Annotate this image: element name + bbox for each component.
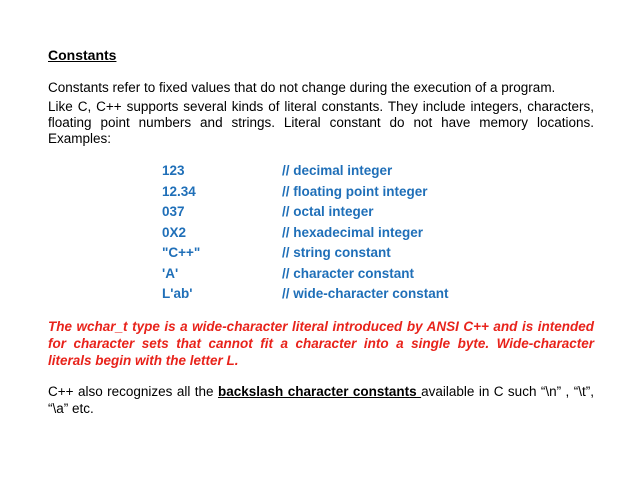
example-comment: // octal integer xyxy=(282,204,374,219)
backslash-paragraph xyxy=(48,383,594,417)
example-row xyxy=(162,202,594,223)
example-comment: // wide-character constant xyxy=(282,286,449,301)
example-value: 123 xyxy=(162,163,185,178)
example-value: "C++" xyxy=(162,245,201,260)
example-row xyxy=(162,243,594,264)
wchar-note: The wchar_t type is a wide-character literal introduced by ANSI C++ and is intended for character sets that cannot fit a character into a single byte. Wide-character literals begin with the letter L. xyxy=(48,318,594,368)
slide-content xyxy=(48,46,594,417)
examples-list xyxy=(162,161,594,305)
description-paragraph: Like C, C++ supports several kinds of literal constants. They include integers, characters, floating point numbers and strings. Literal constant do not have memory locations. Examples: xyxy=(48,99,594,146)
example-comment: // hexadecimal integer xyxy=(282,224,424,240)
example-comment: // character constant xyxy=(282,265,415,281)
example-value: 0X2 xyxy=(162,224,187,240)
example-value: L'ab' xyxy=(162,286,193,301)
definition-paragraph: Constants refer to fixed values that do not change during the execution of a program. xyxy=(48,80,556,95)
backslash-text-after: available in C such “\n” , “\t”, “\a” etc. xyxy=(48,383,594,416)
example-value: 12.34 xyxy=(162,183,196,199)
example-comment: // floating point integer xyxy=(282,183,428,199)
example-row xyxy=(162,223,594,244)
backslash-constants-link[interactable]: backslash character constants xyxy=(217,383,422,399)
example-comment: // decimal integer xyxy=(282,163,393,178)
section-heading: Constants xyxy=(48,47,117,63)
example-row xyxy=(162,182,594,203)
example-row xyxy=(162,264,594,285)
example-row xyxy=(162,284,594,305)
example-comment: // string constant xyxy=(282,245,391,260)
example-value: 'A' xyxy=(162,265,179,281)
example-row xyxy=(162,161,594,182)
backslash-text-before: C++ also recognizes all the xyxy=(48,383,218,399)
example-value: 037 xyxy=(162,204,185,219)
